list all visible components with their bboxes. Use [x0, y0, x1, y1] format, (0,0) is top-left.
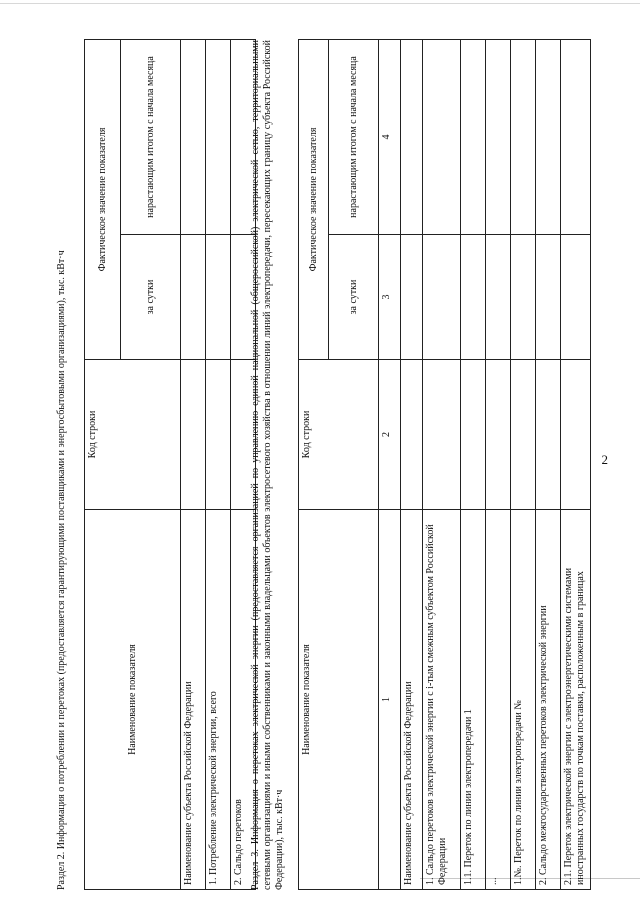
section2-table: [84, 39, 256, 890]
header-cumulative: нарастающим итогом с начала месяца: [329, 39, 379, 234]
table-cell: [401, 360, 423, 510]
table-cell: [401, 39, 423, 234]
table-row-label: 1. Потребление электрической энергии, всего: [206, 510, 231, 890]
table-row-label: 2. Сальдо перетоков: [231, 510, 256, 890]
table-cell: [536, 360, 561, 510]
section3-table: [298, 39, 591, 890]
table-cell: [206, 235, 231, 360]
column-number: 1: [379, 510, 401, 890]
table-row-label: ...: [486, 510, 511, 890]
table-cell: [181, 360, 206, 510]
table-cell: [536, 39, 561, 234]
header-cumulative: нарастающим итогом с начала месяца: [121, 39, 181, 234]
scan-edge-top: [0, 3, 640, 4]
table-cell: [486, 235, 511, 360]
table-cell: [561, 39, 591, 234]
table-row-label: Наименование субъекта Российской Федерации: [401, 510, 423, 890]
table-row-label: Наименование субъекта Российской Федерации: [181, 510, 206, 890]
header-per-day: за сутки: [329, 235, 379, 360]
table-cell: [536, 235, 561, 360]
column-number: 3: [379, 235, 401, 360]
column-number: 4: [379, 39, 401, 234]
section2-caption: Раздел 2. Информация о потреблении и перетоках (предоставляется гарантирующими поставщиками и энергосбытовыми организациями), тыс. кВт·ч: [56, 250, 67, 890]
table-cell: [511, 360, 536, 510]
table-row-label: 2.1. Переток электрической энергии с электроэнергетическими системами иностранных государств по точкам поставки, расположенным в границах: [561, 510, 591, 890]
rotated-page-content: [50, 40, 590, 890]
table-cell: [206, 39, 231, 234]
table-cell: [206, 360, 231, 510]
table-cell: [401, 235, 423, 360]
table-cell: [511, 39, 536, 234]
table-row-label: 2. Сальдо межгосударственных перетоков электрической энергии: [536, 510, 561, 890]
table-cell: [561, 235, 591, 360]
header-indicator-name: Наименование показателя: [299, 510, 379, 890]
table-cell: [423, 39, 461, 234]
table-cell: [486, 360, 511, 510]
table-cell: [181, 235, 206, 360]
table-row-label: 1.№. Переток по линии электропередачи №: [511, 510, 536, 890]
table-cell: [423, 360, 461, 510]
table-cell: [511, 235, 536, 360]
header-row-code: Код строки: [85, 360, 181, 510]
section3-caption: Раздел 3. Информация о перетоках электрической энергии (предоставляется организацией по управлению единой национальной (общероссийской) электрической сетью, территориальными сетевыми организациями и иными собственниками и законными владельцами объектов электросетевого хозяйства в отношении линий электропередачи, пересекающих границу субъекта Российской Федерации), тыс. кВт·ч: [250, 40, 285, 890]
table-cell: [181, 39, 206, 234]
table-cell: [561, 360, 591, 510]
page-number: 2: [601, 452, 608, 467]
header-row-code: Код строки: [299, 360, 379, 510]
table-row-label: 1. Сальдо перетоков электрической энергии с i-тым смежным субъектом Российской Федерации: [423, 510, 461, 890]
header-per-day: за сутки: [121, 235, 181, 360]
header-actual-value: Фактическое значение показателя: [85, 39, 121, 359]
table-cell: [423, 235, 461, 360]
header-actual-value: Фактическое значение показателя: [299, 39, 329, 359]
header-indicator-name: Наименование показателя: [85, 510, 181, 890]
table-cell: [461, 235, 486, 360]
table-cell: [461, 39, 486, 234]
table-cell: [486, 39, 511, 234]
column-number: 2: [379, 360, 401, 510]
table-cell: [461, 360, 486, 510]
table-row-label: 1.1. Переток по линии электропередачи 1: [461, 510, 486, 890]
